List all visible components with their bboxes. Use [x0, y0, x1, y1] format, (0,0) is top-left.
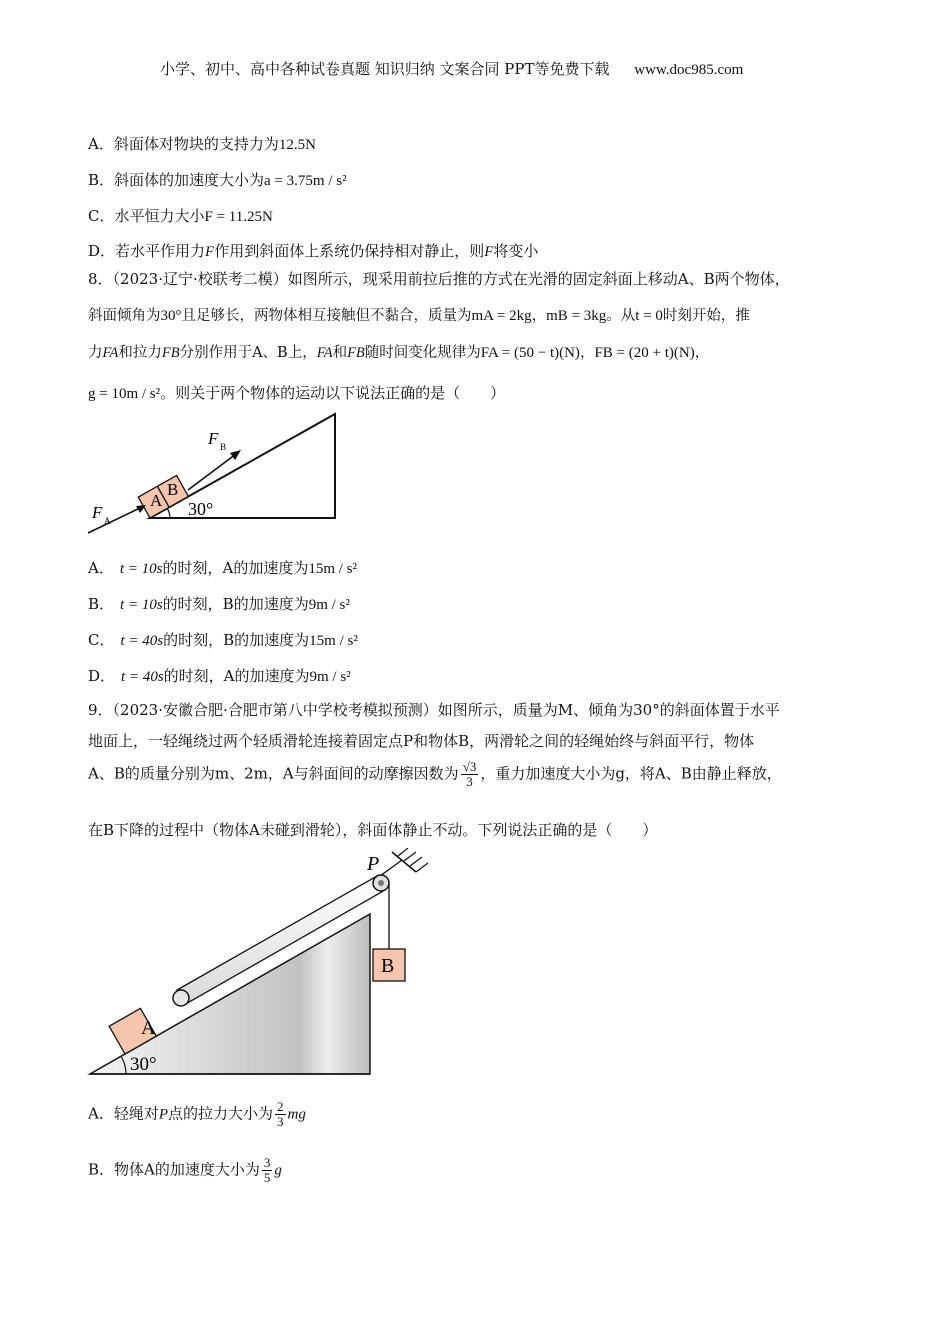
math: t = 10s — [120, 597, 163, 613]
option-label: D． — [88, 667, 116, 685]
option-text: 的时刻，A的加速度为 — [162, 559, 309, 577]
option-math: F — [205, 244, 215, 260]
math: FB — [161, 345, 180, 361]
q8-option-a — [88, 557, 357, 578]
math: 9m / s² — [308, 597, 350, 613]
angle-arc — [167, 508, 170, 518]
option-text: 将变小 — [493, 242, 539, 260]
q9-line-3 — [88, 760, 782, 789]
option-math: F = 11.25N — [204, 209, 273, 225]
fraction-numerator: √3 — [462, 759, 477, 774]
math: 30° — [160, 308, 182, 324]
header-url[interactable]: www.doc985.com — [634, 62, 744, 78]
option-text: 物体A的加速度大小为 — [114, 1160, 260, 1179]
q7-option-b — [88, 169, 347, 190]
wall-hatch — [410, 857, 422, 866]
angle-label: 30° — [130, 1054, 157, 1075]
option-math: a = 3.75m / s² — [264, 173, 347, 189]
fraction-denominator: 3 — [466, 774, 473, 789]
question-text: ，重力加速度大小为g，将A、B由静止释放， — [480, 764, 782, 783]
option-math: 12.5N — [278, 137, 316, 153]
pulley-bottom — [173, 990, 189, 1006]
math: mB = 3kg — [546, 308, 607, 324]
wall-hatch — [398, 848, 408, 856]
question-source: （2023·安徽合肥·合肥市第八中学校考模拟预测） — [112, 701, 438, 719]
math: t = 0 — [635, 308, 663, 324]
question-text: 。从 — [606, 308, 636, 324]
math: mA = 2kg — [471, 308, 532, 324]
option-label: B． — [88, 1160, 115, 1179]
option-label: A． — [88, 1104, 114, 1123]
label-fa-sub: A — [104, 516, 111, 526]
question-number: 8． — [88, 270, 113, 288]
angle-label: 30° — [188, 499, 214, 519]
rope-to-p — [380, 860, 402, 876]
fraction-3-over-5 — [262, 1156, 273, 1185]
question-text: ， — [579, 345, 595, 361]
option-text: 作用到斜面体上系统仍保持相对静止，则 — [214, 242, 485, 260]
question-text: 在B下降的过程中（物体A未碰到滑轮），斜面体静止不动。下列说法正确的是（ ） — [88, 821, 658, 839]
math: g — [274, 1162, 282, 1179]
arrow-fb-head — [230, 450, 241, 460]
option-label: A． — [88, 559, 114, 577]
option-text: 的时刻，A的加速度为 — [163, 667, 310, 685]
question-text: 如图所示，现采用前拉后推的方式在光滑的固定斜面上移动A、B两个物体， — [287, 270, 790, 288]
math: t = 10s — [119, 561, 163, 577]
q9-line-4 — [88, 819, 657, 840]
question-text: A、B的质量分别为m、2m，A与斜面间的动摩擦因数为 — [88, 764, 459, 783]
q9-line-1 — [88, 699, 780, 720]
math: t = 40s — [121, 669, 164, 685]
block-b-label: B — [167, 480, 179, 499]
fraction-sqrt3-over-3 — [461, 760, 479, 789]
page-header — [160, 58, 743, 79]
option-label: D． — [88, 242, 116, 260]
option-label: A． — [88, 135, 114, 153]
question-text: ， — [531, 308, 547, 324]
fraction-denominator: 5 — [263, 1170, 271, 1185]
q9-line-2 — [88, 730, 754, 751]
question-text: 地面上，一轻绳绕过两个轻质滑轮连接着固定点P和物体B，两滑轮之间的轻绳始终与斜面平行，物体 — [88, 732, 755, 750]
header-text: 小学、初中、高中各种试卷真题 知识归纳 文案合同 PPT等免费下载 — [160, 60, 610, 78]
option-label: B． — [88, 171, 115, 189]
question-text: 且足够长，两物体相互接触但不黏合，质量为 — [181, 308, 472, 324]
label-fa: F — [92, 503, 103, 522]
question-text: 分别作用于A、B上， — [179, 345, 317, 361]
q8-option-b — [88, 593, 350, 614]
q9-option-a — [88, 1100, 306, 1129]
question-number: 9． — [88, 701, 113, 719]
math: g = 10m / s² — [88, 386, 161, 402]
fraction-2-over-3 — [275, 1100, 286, 1129]
wall-hatch — [416, 863, 428, 872]
math: FA — [102, 345, 119, 361]
question-text: 和拉力 — [118, 345, 162, 361]
option-text: 的时刻，B的加速度为 — [163, 631, 310, 649]
q9-figure — [84, 848, 434, 1080]
question-text: ， — [694, 345, 710, 361]
label-fb: F — [208, 429, 219, 448]
q8-line-2 — [88, 304, 750, 325]
option-text: 点的拉力大小为 — [168, 1104, 274, 1123]
math: 15m / s² — [308, 561, 357, 577]
q8-line-4 — [88, 382, 505, 403]
label-p: P — [367, 853, 380, 875]
math: FB = (20 + t)(N) — [594, 345, 695, 361]
option-label: B． — [88, 595, 115, 613]
fraction-numerator: 3 — [263, 1155, 271, 1170]
question-text: 和 — [332, 345, 348, 361]
math: t = 40s — [120, 633, 164, 649]
math: 9m / s² — [309, 669, 351, 685]
wall-hatch — [404, 852, 416, 861]
q8-line-3 — [88, 341, 709, 362]
option-text: 的时刻，B的加速度为 — [162, 595, 309, 613]
q7-option-c — [88, 205, 273, 226]
math: FA = (50 − t)(N) — [480, 345, 580, 361]
pulley-top-axle — [378, 880, 384, 886]
question-text: 力 — [88, 345, 103, 361]
math: P — [158, 1106, 169, 1123]
q8-figure — [84, 410, 344, 540]
q8-line-1 — [88, 268, 790, 289]
option-text: 若水平作用力 — [115, 242, 206, 260]
q8-option-c — [88, 629, 358, 650]
arrow-fb — [188, 454, 236, 490]
math: FB — [347, 345, 365, 361]
q8-option-d — [88, 665, 351, 686]
math: 15m / s² — [309, 633, 358, 649]
option-text: 水平恒力大小 — [114, 207, 205, 225]
block-a-label: A — [141, 1017, 156, 1039]
question-text: 如图所示，质量为M、倾角为30°的斜面体置于水平 — [437, 701, 780, 719]
question-source: （2023·辽宁·校联考二模） — [112, 270, 288, 288]
label-fb-sub: B — [220, 442, 227, 452]
option-math: F — [484, 244, 494, 260]
math: FA — [316, 345, 333, 361]
question-text: 。则关于两个物体的运动以下说法正确的是（ ） — [160, 384, 506, 402]
question-text: 随时间变化规律为 — [364, 345, 481, 361]
option-text: 斜面体对物块的支持力为 — [113, 135, 279, 153]
q7-option-d — [88, 240, 538, 261]
block-a-label: A — [150, 491, 163, 510]
block-b-label: B — [381, 955, 395, 977]
option-text: 轻绳对 — [113, 1104, 159, 1123]
question-text: 时刻开始，推 — [662, 308, 750, 324]
math: mg — [287, 1106, 306, 1123]
fraction-denominator: 3 — [277, 1114, 284, 1129]
q9-option-b — [88, 1156, 282, 1185]
option-text: 斜面体的加速度大小为 — [114, 171, 265, 189]
question-text: 斜面倾角为 — [88, 308, 161, 324]
fraction-numerator: 2 — [277, 1099, 284, 1114]
q7-option-a — [88, 133, 316, 154]
option-label: C． — [88, 207, 115, 225]
option-label: C． — [88, 631, 115, 649]
